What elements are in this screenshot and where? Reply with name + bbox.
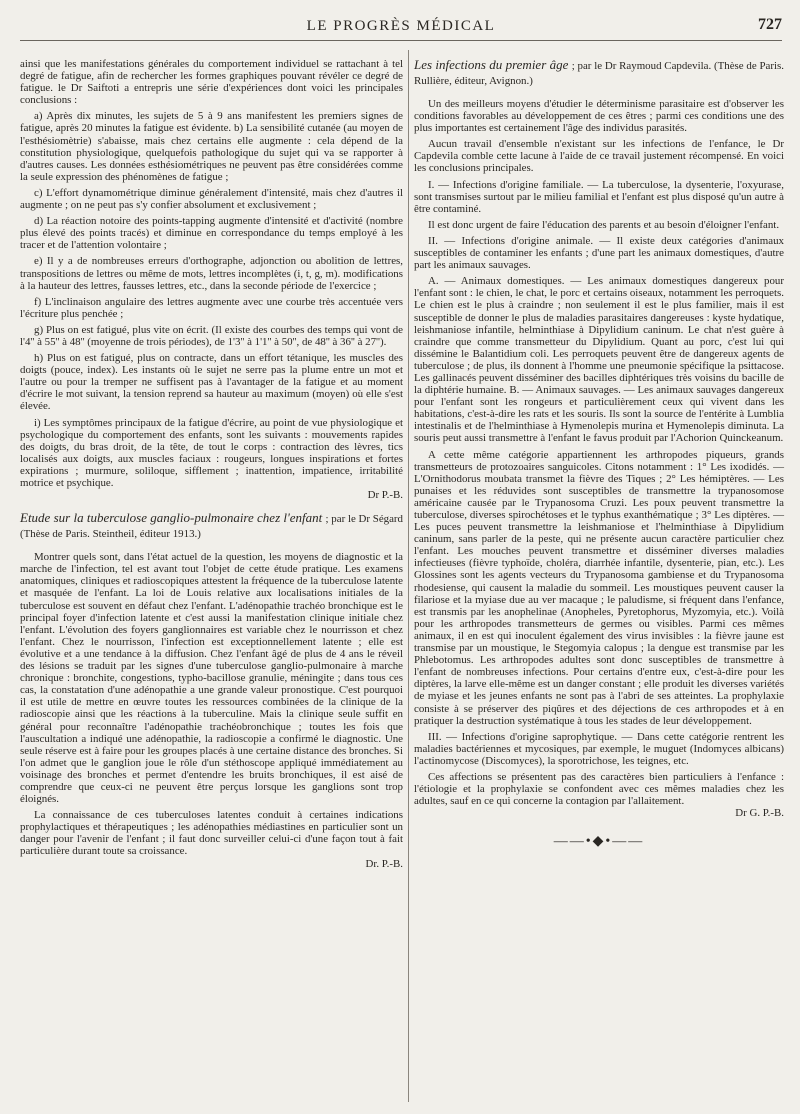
conclusion-c: c) L'effort dynamométrique diminue généralement d'intensité, mais chez d'autres il augmente ; on ne peut pas s'y confier absolument et exclusivement ; (20, 186, 403, 212)
conclusion-d: d) La réaction notoire des points-tapping augmente d'intensité et d'activité (nombre plus élevé des points tracés) et diminue en correspondance du temps employé à les tracer et de l'attention volontaire ; (20, 215, 403, 252)
article-byline: ; par le Dr Raymoud Capdevila. (Thèse de Paris. Rullière, éditeur, Avignon.) (414, 60, 784, 87)
body-paragraph: Montrer quels sont, dans l'état actuel de la question, les moyens de diagnostic et la marche de l'infection, tel est avant tout l'objet de cette étude pratique. Les examens anatomiques, cliniques et radioscopiques attestent la fréquence de la tuberculose latente et masquée de l'enfant. La loi de Louis relative aux localisations initiales de la tuberculose est souvent en défaut chez l'enfant. L'adénopathie trachéo bronchique est le principal foyer d'infection latente et c'est aussi la manifestation clinique initiale chez l'enfant. L'évolution des foyers ganglionnaires est variable chez le nourrisson et chez l'enfant. Chez le nourrisson, l'infection est exceptionnellement latente ; elle est évolutive et a une tendance à la diffusion. Chez l'enfant âgé de plus de 4 ans le réveil des lésions se traduit par les signes d'une tuberculose ganglio-pulmonaire à marche chronique : bronchite, congestions, typho-bacillose granulie, méningite ; dans tous ces cas, la constatation d'une adénopathie a une grande valeur pronostique. C'est pourquoi il est utile de mettre en œuvre toutes les ressources combinées de la clinique de la radioscopie ainsi que les réactions à la tuberculine. Mais la clinique seule suffit en général pour reconnaître l'adénopathie trachéobronchique ; toutes les fois que l'auscultation a indiqué une adénopathie, la radioscopie a confirmé le diagnostic. Une seule réserve est à faire pour les groupes placés à une certaine distance des bronches. Si l'on admet que le ganglion joue le rôle d'un stéthoscope appliqué immédiatement au voisinage des bronches et permet d'entendre les bruits bronchiques, il est aisé de comprendre que ceux-ci ne peuvent être perçus lorsque les ganglions sont trop éloignés. (20, 551, 403, 806)
conclusion-e: e) Il y a de nombreuses erreurs d'orthographe, adjonction ou abolition de lettres, transpositions de lettres ou même de mots, lettres incomplètes (i, t, g, m). modifications à la hauteur des lettres, fausses lettres, etc., dans la seconde période de l'exercice ; (20, 255, 403, 292)
article-heading (414, 58, 784, 88)
page-number: 727 (758, 16, 782, 33)
right-column (414, 58, 784, 850)
signature: Dr P.-B. (367, 489, 403, 502)
article-title: Etude sur la tuberculose ganglio-pulmonaire chez l'enfant (20, 510, 323, 526)
arthropods-paragraph: A cette même catégorie appartiennent les arthropodes piqueurs, grands transmetteurs de protozoaires sanguicoles. Citons notamment : 1° Les ixodidés. — L'Ornithodorus moubata transmet la fièvre des Tiques ; 2° Les hémiptères. — Les punaises et les réduvides sont susceptibles de transmettre la trypanosomose américaine causée par le Trypanosoma Cruzi. Les poux peuvent transmettre la tuberculose, diverses spirochétoses et le typhus exanthématique ; 3° Les diptères. — Les puces peuvent transmettre la leishmaniose et l'helminthiase à Dipylidium caninum, sans parler de la peste, qui ne présente aucun caractère particulier chez l'enfant. Les mouches peuvent transmettre et disséminer diverses maladies infectieuses (fièvre typhoïde, choléra, diarrhée infantile, dysenterie, pian, etc.). Les Glossines sont les agents vecteurs du Trypanosoma gambiense et du Trypanosoma rhodesiense, qui causent la maladie du sommeil. Les moustiques peuvent causer la filariose et la myiase due au ver macaque ; le paludisme, si fréquent dans l'enfance, est transmis par les anophelinae (Anopheles, Pyretophorus, Myzomyia, etc.). Voilà pour les arthropodes transmetteurs de germes ou visibles. Parmi ces mêmes animaux, il en est qui inoculent également des virus invisibles : la fièvre jaune est transmise par un moustique, le Stegomyia calopus ; la dengue est transmise par les Phlebotomus. Les arthropodes adultes sont donc susceptibles de transmettre à l'enfant de nombreuses infections. Pour certains d'entre eux, c'est-à-dire pour les diptères, la larve elle-même est un danger constant ; elle produit les diverses variétés de myiase et les jeunes enfants ne sont pas à l'abri de ses atteintes. La prophylaxie consiste à se préserver des piqûres et des déjections de ces arthropodes et à en pratiquer la destruction systématique à tous les stades de leur développement. (414, 448, 784, 727)
body-paragraph: La connaissance de ces tuberculoses latentes conduit à certaines indications prophylactiques et thérapeutiques ; les adénopathies médiastines en particulier sont un danger pour l'avenir de l'enfant ; il faut donc surveiller celui-ci d'une façon tout à fait particulière durant toute sa croissance. (20, 809, 403, 858)
body-paragraph: Ces affections se présentent pas des caractères bien particuliers à l'enfance : l'étiologie et la prophylaxie se confondent avec ces mêmes maladies chez les adultes, sauf en ce qui concerne la contagion par l'allaitement. (414, 770, 784, 808)
page-header (20, 14, 782, 41)
subsection-domestic-wild: A. — Animaux domestiques. — Les animaux domestiques dangereux pour l'enfant sont : le chien, le chat, le porc et certains oiseaux, notamment les perroquets. Le chien est le plus à craindre ; non seulement il est le plus familier, mais il est susceptible de donner le plus de maladies parasitaires dangereuses : kyste hydatique, leishmaniose infantile, helminthiase à Dipylidium caninum. Le chat n'est guère à craindre que comme transmetteur du Dipylidium. Quant au porc, c'est lui qui dissémine le Balantidium coli. Les perroquets peuvent être de dangereux agents de tuberculose ; de plus, ils donnent à l'homme une pneumonie spécifique la psittacose. Les gallinacés peuvent disséminer des bacilles diphtériques très voisins du bacille de la diphtérie humaine. B. — Animaux sauvages. — Les animaux sauvages dangereux pour l'enfant sont les rongeurs et particulièrement ceux qui vivent dans les habitations, c'est-à-dire les rats et les souris. Ils sont la source de l'entérite à Lumblia intestinalis et de l'helminthiase à Hymenolepis murina et Hymenolepis diminuta. La souris peut aussi transmettre à l'enfant le favus produit par l'Achorion Quinckeanum. (414, 275, 784, 445)
body-paragraph: Un des meilleurs moyens d'étudier le déterminisme parasitaire est d'observer les conditions favorables au développement de ces êtres ; parmi ces conditions une des plus importantes est certainement l'âge des individus parasités. (414, 98, 784, 135)
intro-paragraph: ainsi que les manifestations générales du comportement individuel se rattachant à tel degré de fatigue, afin de rechercher les formes graphiques pouvant révéler ce degré de fatigue. le Dr Saiftoti a entrepris une série d'expériences dont voici les principales conclusions : (20, 58, 403, 107)
conclusion-h: h) Plus on est fatigué, plus on contracte, dans un effort tétanique, les muscles des doigts (pouce, index). Les instants où le sujet ne serre pas la plume entre un mot et l'autre ou pour la tremper ne suffisent pas à l'avantager de la fatigue et au moment d'écrire le mot suivant, la tension reprend sa hauteur au maximum (moyen) où elle s'est élevée. (20, 352, 403, 413)
body-paragraph: Aucun travail d'ensemble n'existant sur les infections de l'enfance, le Dr Capdevila comble cette lacune à l'aide de ce travail justement récompensé. En voici les conclusions principales. (414, 138, 784, 175)
conclusion-f: f) L'inclinaison angulaire des lettres augmente avec une courbe très accentuée vers l'écriture plus penchée ; (20, 295, 403, 320)
conclusion-i: i) Les symptômes principaux de la fatigue d'écrire, au point de vue physiologique et psychologique du comportement des enfants, sont les suivants : mouvements rapides des doigts, du bras droit, de la tête, de tout le corps : contraction des lèvres, tics localisés aux doigts, aux muscles faciaux : rougeurs, longues inspirations et fortes expirations ; murmure, soliloque, sifflement ; inattention, impatience, irritabilité motrice et psychique. (20, 416, 403, 489)
running-title: LE PROGRÈS MÉDICAL (306, 18, 496, 34)
article-title: Les infections du premier âge (414, 57, 569, 72)
section-familial: I. — Infections d'origine familiale. — La tuberculose, la dysenterie, l'oxyurase, sont transmises surtout par le milieu familial et l'enfant est plus disposé qu'un autre à être contaminé. (414, 178, 784, 215)
section-saprophytic: III. — Infections d'origine saprophytique. — Dans cette catégorie rentrent les maladies bactériennes et mycosiques, par exemple, le muguet (Indomyces albicans) l'actinomycose (Discomyces), la sporotrichose, les teignes, etc. (414, 730, 784, 767)
body-paragraph: Il est donc urgent de faire l'éducation des parents et au besoin d'éloigner l'enfant. (428, 218, 780, 231)
left-column (20, 58, 403, 870)
column-separator (408, 50, 409, 1102)
ornament-divider: ——•◆•—— (553, 834, 645, 850)
article-heading (20, 511, 403, 541)
section-animal: II. — Infections d'origine animale. — Il existe deux catégories d'animaux susceptibles de contaminer les enfants ; d'une part les animaux domestiques, d'autre part les animaux sauvages. (414, 234, 784, 272)
article-byline: ; par le Dr Ségard (Thèse de Paris. Steintheil, éditeur 1913.) (20, 513, 404, 541)
conclusion-a: a) Après dix minutes, les sujets de 5 à 9 ans manifestent les premiers signes de fatigue, après 20 minutes la fatigue est évidente. b) La sensibilité cutanée (au moyen de l'esthésiomètrie) s'abaisse, mais chez certains elle augmente : cela dépend de la constitution physiologique, quelquefois pathologique du sujet qui va se rapporter à d'autres causes. Les données esthésiométriques ne peuvent pas être considérées comme la seule expression des phénomènes de fatigue ; (20, 110, 403, 183)
conclusion-g: g) Plus on est fatigué, plus vite on écrit. (Il existe des courbes des temps qui vont de l'4'' à 55'' à 48'' (moyenne de trois périodes), de 1'3'' à 1'1'' à 50'', de 48'' à 36'' à 27''). (20, 323, 403, 348)
signature: Dr G. P.-B. (735, 807, 784, 820)
signature: Dr. P.-B. (365, 857, 403, 870)
